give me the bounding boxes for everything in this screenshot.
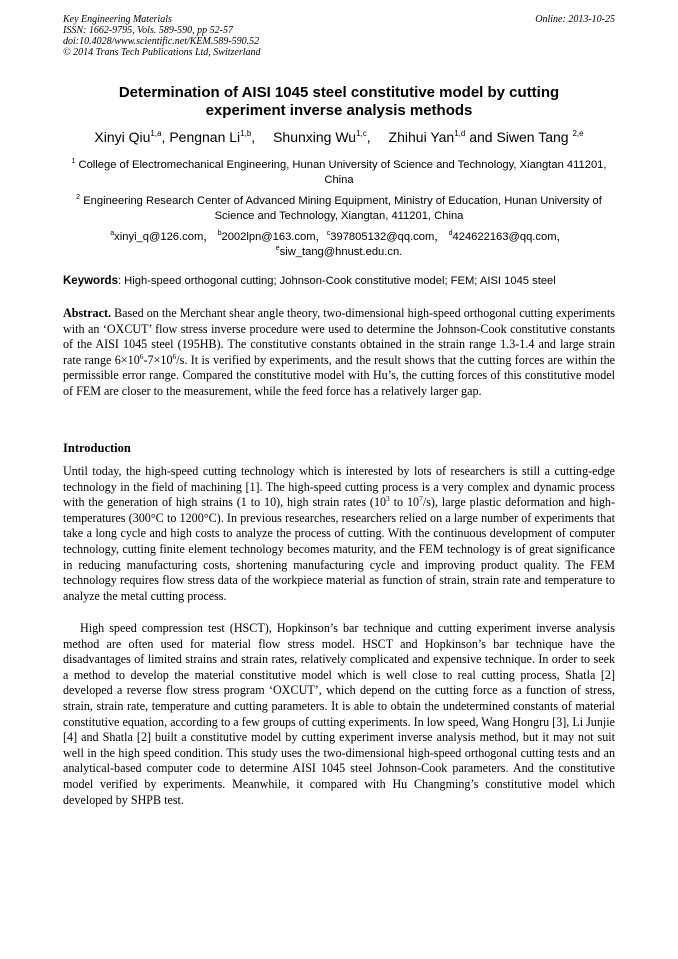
section-heading-introduction: Introduction (63, 441, 131, 455)
author-name: Xinyi Qiu (94, 129, 151, 145)
abstract-text: Based on the Merchant shear angle theory, two-dimensional high-speed orthogonal cutting experiments with an ‘OXCUT’ flow stress inverse procedure were used to determine the Johnson-Cook constitutive constants of the AISI 1045 steel (195HB). The constitutive constants obtained in the strain range 1.3-1.4 and large strain rate range 6×10 (63, 306, 615, 367)
paper-title (63, 84, 615, 120)
author-sup: 2,e (572, 129, 584, 138)
abstract-text: -7×10 (143, 352, 173, 367)
exponent: 6 (172, 351, 177, 361)
email-link[interactable]: 397805132@qq.com， (330, 231, 446, 243)
online-date: Online: 2013-10-25 (535, 14, 615, 25)
journal-name: Key Engineering Materials (63, 14, 172, 25)
intro-paragraph-1 (63, 464, 615, 604)
affiliation-number: 1 (71, 158, 76, 165)
doi-line[interactable]: doi:10.4028/www.scientific.net/KEM.589-590.52 (63, 36, 260, 47)
exponent: 3 (386, 494, 390, 504)
email-list (63, 230, 615, 260)
email-link[interactable]: 2002lpn@163.com， (221, 231, 327, 243)
affiliation-text: Engineering Research Center of Advanced Mining Equipment, Ministry of Education, Hunan University of Science and Technology, Xiangtan, 411201, China (83, 195, 602, 222)
paragraph-text: Until today, the high-speed cutting technology which is interested by lots of researchers is still a cutting-edge technology in the field of machining [1]. The high-speed cutting process is a very complex and dynamic process with the generation of high strains (1 to 10), high strain rates (10 (63, 464, 615, 510)
keywords-text: : High-speed orthogonal cutting; Johnson-Cook constitutive model; FEM; AISI 1045 steel (117, 275, 556, 287)
email-sup: d (448, 230, 453, 237)
author-sup: 1,a (150, 129, 162, 138)
affiliation-1 (63, 158, 615, 188)
intro-paragraph-2: High speed compression test (HSCT), Hopkinson’s bar technique and cutting experiment inverse analysis method are often used for material flow stress model. HSCT and Hopkinson’s bar technique have the disadvantages of limited strains and strain rates, relatively complicated and expensive technique. In order to seek a method to develop the material constitutive model which is well close to real cutting process, Shatla [2] developed a reverse flow stress program ‘OXCUT’, which depend on the cutting force as a function of stress, strain, strain rate, temperature and cutting parameters. It is able to obtain the undetermined constants of material constitutive equation, according to a few groups of cutting experiments. In low speed, Wang Hongru [3], Li Junjie [4] and Shatla [2] built a constitutive model by cutting experiment inverse analysis method, but it may not suit well in the high speed condition. This study uses the two-dimensional high-speed orthogonal cutting tests and an analytical-based computer code to determine AISI 1045 steel Johnson-Cook parameters. And the constitutive model verified by experiments. Meanwhile, it compared with Hu Changming’s constitutive model which developed by SHPB test. (63, 621, 615, 807)
email-sup: c (326, 230, 331, 237)
author-sup: 1,d (454, 129, 466, 138)
exponent: 6 (139, 351, 144, 361)
email-sup: b (217, 230, 222, 237)
affiliation-text: College of Electromechanical Engineering, Hunan University of Science and Technology, Xiangtan 411201, China (78, 159, 607, 186)
email-sup: a (110, 230, 115, 237)
copyright-line: © 2014 Trans Tech Publications Ltd, Switzerland (63, 47, 261, 58)
journal-header (63, 14, 615, 58)
title-line-2: experiment inverse analysis methods (205, 102, 473, 119)
title-line-1: Determination of AISI 1045 steel constitutive model by cutting (118, 84, 560, 101)
author-name: Pengnan Li (169, 129, 241, 145)
keywords-label: Keywords (63, 275, 118, 287)
paragraph-text: to 10 (389, 495, 420, 510)
author-name: and Siwen Tang (469, 129, 569, 145)
affiliation-2 (63, 194, 615, 224)
abstract-label: Abstract. (63, 306, 112, 320)
author-name: Shunxing Wu (273, 129, 357, 145)
email-link[interactable]: xinyi_q@126.com， (114, 231, 215, 243)
issn-line: ISSN: 1662-9795, Vols. 589-590, pp 52-57 (63, 25, 233, 36)
author-sup: 1,b (240, 129, 252, 138)
author-name: Zhihui Yan (388, 129, 455, 145)
paragraph-text: /s), large plastic deformation and high-temperatures (300°C to 1200°C). In previous researches, researchers relied on a large number of experiments that take a long cycle and high costs to analyze the process of cutting. With the continuous development of computer technology, cutting finite element technology becomes maturity, and the FEM technology is of great significance in reducing manufacturing costs, shortening manufacturing cycle and improving product quality. The FEM technology requires flow stress data of the workpiece material as function of strain, strain rate and temperature to analyze the metal cutting process. (63, 495, 615, 603)
keywords-line (63, 274, 623, 289)
author-list: Xinyi Qiu$^{1,a}$, Pengnan Li$^{1,b}$, Shunxing Wu$^{1,c}$, Zhihui Yan$^{1,d}$ and Siwen Tang $^{2,e}$ (94, 129, 584, 145)
abstract-text: /s. It is verified by experiments, and the result shows that the cutting forces are within the permissible error range. Compared the constitutive model with Hu’s, the cutting forces of this constitutive model of FEM are closer to the measurement, while the feed force has a relatively larger gap. (63, 352, 615, 398)
email-link[interactable]: 424622163@qq.com， (452, 231, 568, 243)
affiliation-number: 2 (76, 194, 81, 201)
abstract-paragraph (63, 306, 615, 400)
email-link[interactable]: siw_tang@hnust.edu.cn. (279, 246, 403, 258)
exponent: 7 (419, 494, 423, 504)
email-sup: e (275, 245, 280, 252)
author-sup: 1,c (356, 129, 367, 138)
